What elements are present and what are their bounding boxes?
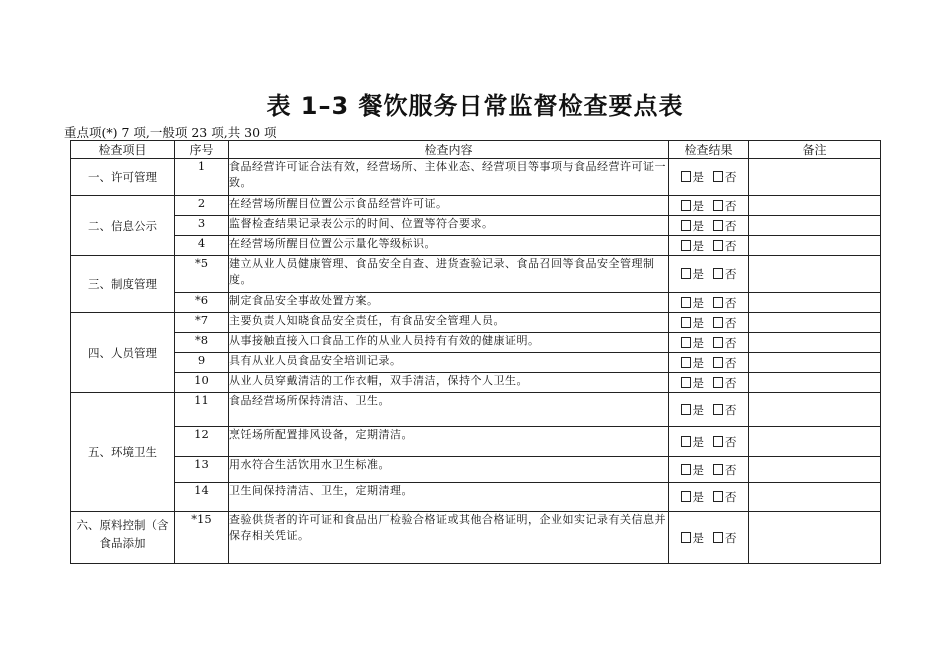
item-content: 从业人员穿戴清洁的工作衣帽，双手清洁，保持个人卫生。 — [229, 373, 669, 393]
no-label: 否 — [725, 315, 737, 330]
table-row — [71, 216, 881, 236]
item-content: 查验供货者的许可证和食品出厂检验合格证或其他合格证明，企业如实记录有关信息并保存相关凭证。 — [229, 512, 669, 564]
no-label: 否 — [725, 170, 737, 184]
category-label: 四、人员管理 — [71, 313, 175, 393]
note-cell[interactable] — [749, 159, 881, 196]
no-checkbox[interactable] — [713, 297, 723, 308]
no-checkbox[interactable] — [713, 436, 723, 447]
item-content: 主要负责人知晓食品安全责任，有食品安全管理人员。 — [229, 313, 669, 333]
item-content: 用水符合生活饮用水卫生标准。 — [229, 457, 669, 483]
item-seq: *7 — [175, 313, 229, 333]
result-cell — [669, 256, 749, 293]
item-content: 卫生间保持清洁、卫生，定期清理。 — [229, 483, 669, 512]
item-content: 在经营场所醒目位置公示食品经营许可证。 — [229, 196, 669, 216]
yes-checkbox[interactable] — [681, 171, 691, 182]
page-title: 表 1–3 餐饮服务日常监督检查要点表 — [266, 92, 684, 120]
item-seq: 2 — [175, 196, 229, 216]
note-cell[interactable] — [749, 293, 881, 313]
result-cell — [669, 236, 749, 256]
note-cell[interactable] — [749, 313, 881, 333]
yes-checkbox[interactable] — [681, 436, 691, 447]
item-seq: 10 — [175, 373, 229, 393]
yes-label: 是 — [692, 218, 704, 233]
note-cell[interactable] — [749, 196, 881, 216]
table-row — [71, 313, 881, 333]
yes-checkbox[interactable] — [681, 200, 691, 211]
no-checkbox[interactable] — [713, 491, 723, 502]
yes-checkbox[interactable] — [681, 317, 691, 328]
category-label: 二、信息公示 — [71, 196, 175, 256]
note-cell[interactable] — [749, 216, 881, 236]
note-cell[interactable] — [749, 393, 881, 427]
item-content: 食品经营场所保持清洁、卫生。 — [229, 393, 669, 427]
yes-checkbox[interactable] — [681, 491, 691, 502]
category-label: 六、原料控制（含食品添加 — [71, 512, 175, 564]
result-cell — [669, 427, 749, 457]
no-label: 否 — [725, 267, 737, 281]
result-cell — [669, 483, 749, 512]
item-seq: *8 — [175, 333, 229, 353]
item-seq: *6 — [175, 293, 229, 313]
note-cell[interactable] — [749, 427, 881, 457]
table-row — [71, 236, 881, 256]
yes-label: 是 — [692, 434, 704, 449]
yes-label: 是 — [692, 490, 704, 504]
note-cell[interactable] — [749, 373, 881, 393]
no-checkbox[interactable] — [713, 337, 723, 348]
yes-label: 是 — [692, 315, 704, 330]
header-note: 备注 — [749, 141, 881, 159]
no-label: 否 — [725, 295, 737, 310]
yes-label: 是 — [692, 170, 704, 184]
result-cell — [669, 353, 749, 373]
yes-label: 是 — [692, 198, 704, 213]
item-seq: 3 — [175, 216, 229, 236]
yes-label: 是 — [692, 375, 704, 390]
result-cell — [669, 333, 749, 353]
result-cell — [669, 512, 749, 564]
yes-label: 是 — [692, 267, 704, 281]
no-checkbox[interactable] — [713, 200, 723, 211]
yes-label: 是 — [692, 335, 704, 350]
table-row — [71, 427, 881, 457]
no-checkbox[interactable] — [713, 532, 723, 543]
header-content: 检查内容 — [229, 141, 669, 159]
item-summary: 重点项(*) 7 项,一般项 23 项,共 30 项 — [64, 125, 277, 140]
yes-label: 是 — [692, 402, 704, 417]
yes-checkbox[interactable] — [681, 532, 691, 543]
header-result: 检查结果 — [669, 141, 749, 159]
table-row — [71, 353, 881, 373]
table-row — [71, 256, 881, 293]
yes-label: 是 — [692, 530, 704, 545]
item-seq: 14 — [175, 483, 229, 512]
yes-checkbox[interactable] — [681, 337, 691, 348]
result-cell — [669, 293, 749, 313]
note-cell[interactable] — [749, 256, 881, 293]
no-label: 否 — [725, 375, 737, 390]
table-row — [71, 457, 881, 483]
note-cell[interactable] — [749, 512, 881, 564]
table-row — [71, 393, 881, 427]
item-seq: 4 — [175, 236, 229, 256]
no-label: 否 — [725, 238, 737, 253]
item-content: 从事接触直接入口食品工作的从业人员持有有效的健康证明。 — [229, 333, 669, 353]
no-checkbox[interactable] — [713, 240, 723, 251]
item-content: 烹饪场所配置排风设备，定期清洁。 — [229, 427, 669, 457]
item-seq: *15 — [175, 512, 229, 564]
table-row — [71, 159, 881, 196]
result-cell — [669, 457, 749, 483]
yes-checkbox[interactable] — [681, 240, 691, 251]
yes-checkbox[interactable] — [681, 377, 691, 388]
note-cell[interactable] — [749, 483, 881, 512]
yes-label: 是 — [692, 462, 704, 477]
yes-checkbox[interactable] — [681, 297, 691, 308]
note-cell[interactable] — [749, 457, 881, 483]
yes-checkbox[interactable] — [681, 404, 691, 415]
no-checkbox[interactable] — [713, 268, 723, 279]
result-cell — [669, 216, 749, 236]
yes-checkbox[interactable] — [681, 268, 691, 279]
yes-checkbox[interactable] — [681, 357, 691, 368]
category-label: 一、许可管理 — [71, 159, 175, 196]
no-checkbox[interactable] — [713, 317, 723, 328]
no-label: 否 — [725, 490, 737, 504]
note-cell[interactable] — [749, 353, 881, 373]
inspection-table — [70, 140, 881, 564]
item-content: 食品经营许可证合法有效，经营场所、主体业态、经营项目等事项与食品经营许可证一致。 — [229, 159, 669, 196]
result-cell — [669, 393, 749, 427]
table-row — [71, 512, 881, 564]
item-seq: 11 — [175, 393, 229, 427]
no-checkbox[interactable] — [713, 171, 723, 182]
no-label: 否 — [725, 462, 737, 477]
item-content: 具有从业人员食品安全培训记录。 — [229, 353, 669, 373]
no-label: 否 — [725, 335, 737, 350]
header-category: 检查项目 — [71, 141, 175, 159]
item-seq: 1 — [175, 159, 229, 196]
result-cell — [669, 159, 749, 196]
table-row — [71, 373, 881, 393]
no-checkbox[interactable] — [713, 404, 723, 415]
item-seq: *5 — [175, 256, 229, 293]
result-cell — [669, 313, 749, 333]
result-cell — [669, 196, 749, 216]
no-label: 否 — [725, 355, 737, 370]
no-checkbox[interactable] — [713, 220, 723, 231]
result-cell — [669, 373, 749, 393]
item-seq: 12 — [175, 427, 229, 457]
yes-checkbox[interactable] — [681, 464, 691, 475]
header-seq: 序号 — [175, 141, 229, 159]
note-cell[interactable] — [749, 236, 881, 256]
table-header-row — [71, 141, 881, 159]
no-label: 否 — [725, 402, 737, 417]
no-label: 否 — [725, 218, 737, 233]
no-checkbox[interactable] — [713, 464, 723, 475]
item-content: 制定食品安全事故处置方案。 — [229, 293, 669, 313]
category-label: 五、环境卫生 — [71, 393, 175, 512]
no-label: 否 — [725, 198, 737, 213]
yes-label: 是 — [692, 355, 704, 370]
table-body — [71, 159, 881, 564]
yes-label: 是 — [692, 238, 704, 253]
yes-label: 是 — [692, 295, 704, 310]
no-checkbox[interactable] — [713, 377, 723, 388]
no-checkbox[interactable] — [713, 357, 723, 368]
table-row — [71, 483, 881, 512]
table-row — [71, 333, 881, 353]
category-label: 三、制度管理 — [71, 256, 175, 313]
item-seq: 9 — [175, 353, 229, 373]
note-cell[interactable] — [749, 333, 881, 353]
table-row — [71, 196, 881, 216]
table-row — [71, 293, 881, 313]
item-content: 在经营场所醒目位置公示量化等级标识。 — [229, 236, 669, 256]
no-label: 否 — [725, 530, 737, 545]
item-seq: 13 — [175, 457, 229, 483]
item-content: 建立从业人员健康管理、食品安全自查、进货查验记录、食品召回等食品安全管理制度。 — [229, 256, 669, 293]
yes-checkbox[interactable] — [681, 220, 691, 231]
item-content: 监督检查结果记录表公示的时间、位置等符合要求。 — [229, 216, 669, 236]
no-label: 否 — [725, 434, 737, 449]
